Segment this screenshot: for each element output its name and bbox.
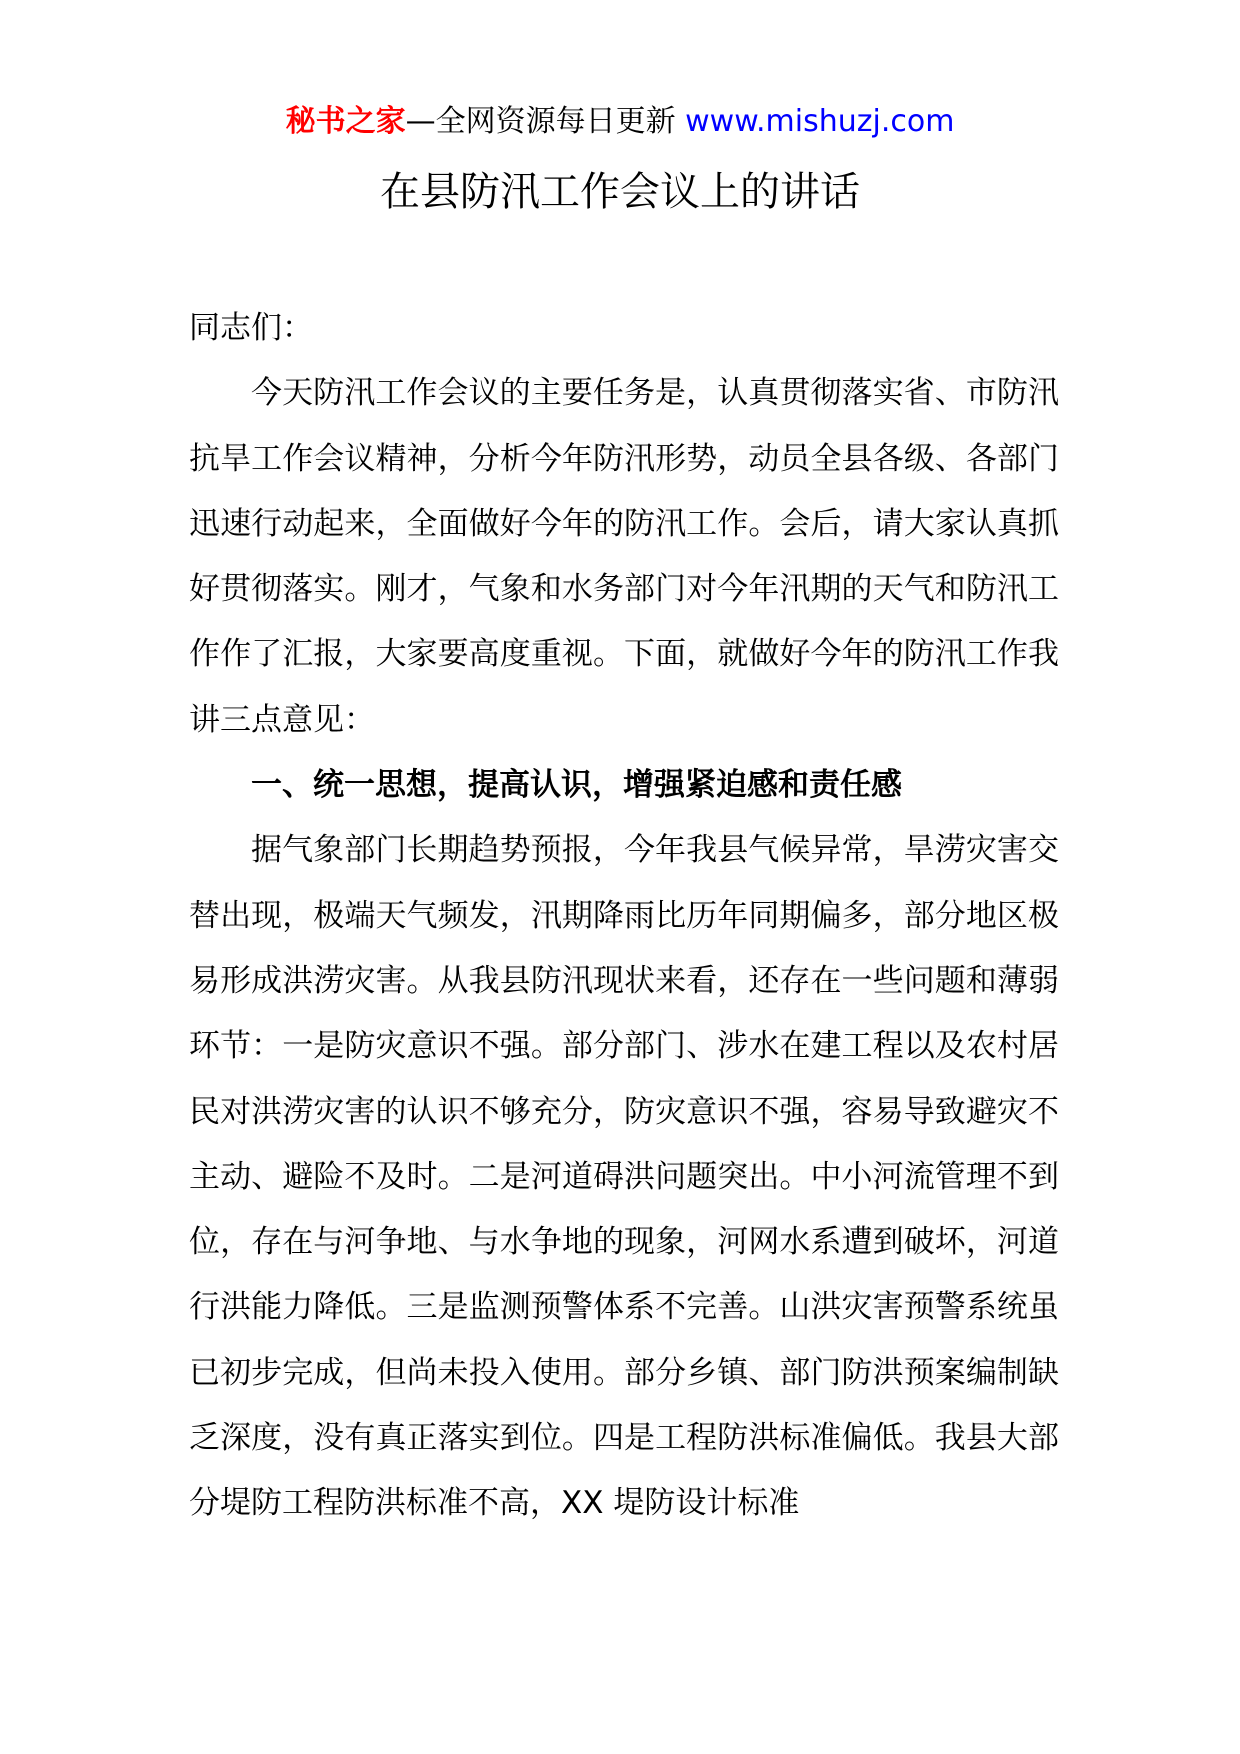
document-body bbox=[189, 296, 1059, 1537]
section-heading: 一、统一思想，提高认识，增强紧迫感和责任感 bbox=[251, 767, 902, 804]
site-header bbox=[0, 100, 1240, 144]
header-tagline: —全网资源每日更新 bbox=[405, 104, 686, 139]
brand-name: 秘书之家 bbox=[285, 104, 406, 139]
salutation: 同志们： bbox=[189, 310, 313, 346]
site-url-link[interactable]: www.mishuzj.com bbox=[685, 104, 955, 139]
paragraph: 据气象部门长期趋势预报，今年我县气候异常，旱涝灾害交替出现，极端天气频发，汛期降雨比历年同期偏多，部分地区极易形成洪涝灾害。从我县防汛现状来看，还存在一些问题和薄弱环节：一是防灾意识不强。部分部门、涉水在建工程以及农村居民对洪涝灾害的认识不够充分，防灾意识不强，容易导致避灾不主动、避险不及时。二是河道碍洪问题突出。中小河流管理不到位，存在与河争地、与水争地的现象，河网水系遭到破坏，河道行洪能力降低。三是监测预警体系不完善。山洪灾害预警系统虽已初步完成，但尚未投入使用。部分乡镇、部门防洪预案编制缺乏深度，没有真正落实到位。四是工程防洪标准偏低。我县大部分堤防工程防洪标准不高，XX 堤防设计标准 bbox=[189, 832, 1059, 1522]
document-title: 在县防汛工作会议上的讲话 bbox=[380, 169, 860, 215]
paragraph: 今天防汛工作会议的主要任务是，认真贯彻落实省、市防汛抗旱工作会议精神，分析今年防汛形势，动员全县各级、各部门迅速行动起来，全面做好今年的防汛工作。会后，请大家认真抓好贯彻落实。刚才，气象和水务部门对今年汛期的天气和防汛工作作了汇报，大家要高度重视。下面，就做好今年的防汛工作我讲三点意见： bbox=[189, 375, 1059, 738]
